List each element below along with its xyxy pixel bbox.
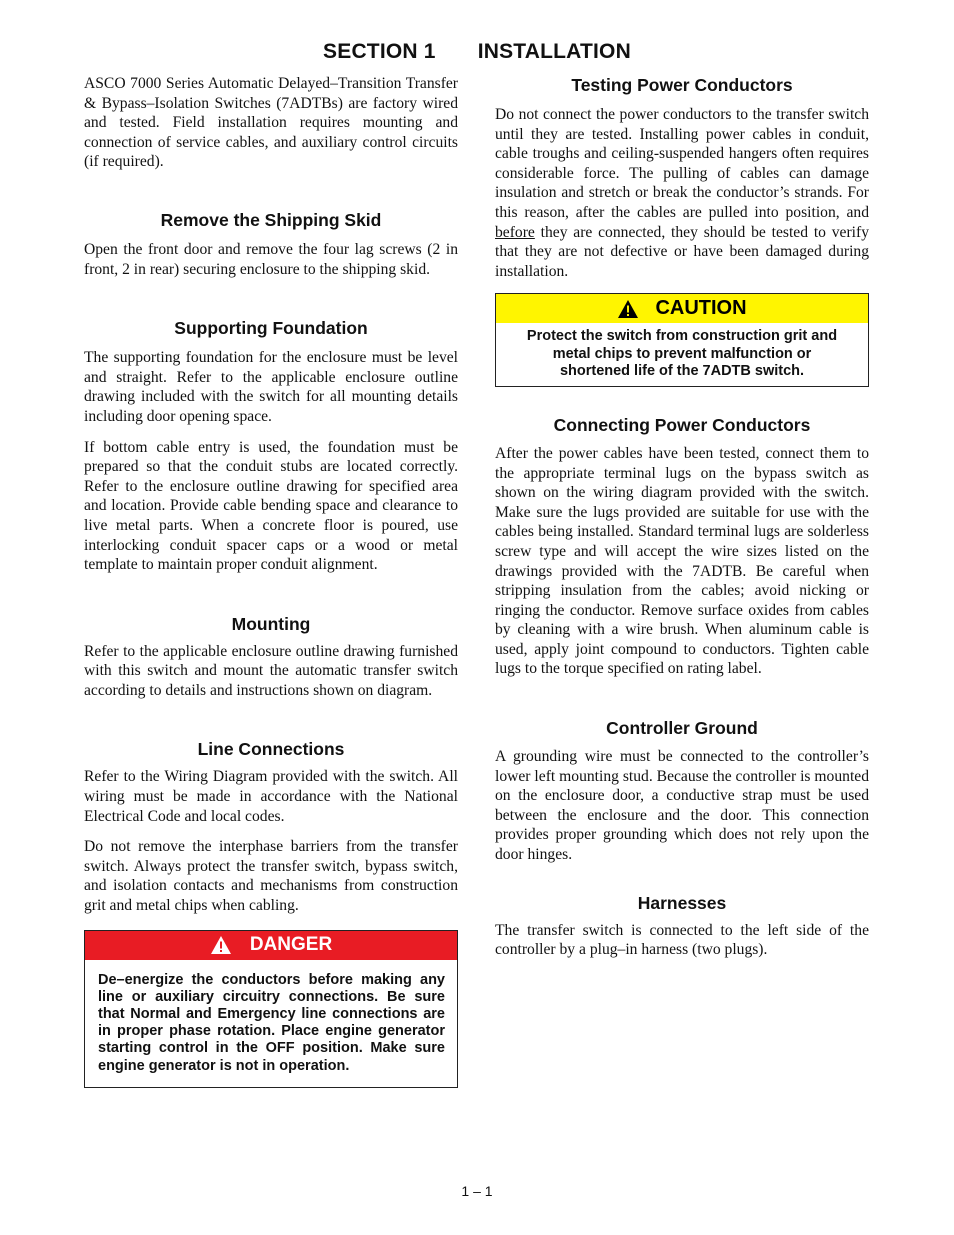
skid-paragraph: Open the front door and remove the four lag screws (2 in front, 2 in rear) securing enclosure to the shipping skid. [84, 240, 458, 278]
danger-text: De–energize the conductors before making any line or auxiliary circuitry connections. Be sure that Normal and Emergency line connections are in proper phase rotation. Place engine generator starting control in the OFF position. Make sure engine generator is not in operation. [98, 971, 445, 1074]
caution-header [496, 294, 868, 323]
heading-controller-ground: Controller Ground [606, 718, 758, 739]
testing-text-underlined: before [495, 223, 535, 241]
left-column [84, 74, 458, 1088]
right-column [495, 74, 869, 960]
caution-text: Protect the switch from construction grit and metal chips to prevent malfunction or shortened life of the 7ADTB switch. [526, 328, 838, 379]
testing-paragraph [495, 105, 869, 281]
line-paragraph-2: Do not remove the interphase barriers from the transfer switch. Always protect the transfer switch, bypass switch, and isolation contacts and mechanisms from construction grit and metal chips when cabling. [84, 838, 458, 915]
danger-label: DANGER [249, 934, 333, 956]
heading-line-connections: Line Connections [197, 739, 345, 760]
testing-text-b: they are connected, they should be tested to verify that they are not defective or have been damaged during installation. [495, 223, 869, 280]
danger-box [84, 930, 458, 1088]
heading-testing-power-conductors: Testing Power Conductors [571, 75, 793, 95]
warning-triangle-icon [617, 299, 639, 319]
heading-remove-shipping-skid: Remove the Shipping Skid [160, 209, 382, 230]
section-title: INSTALLATION [477, 40, 631, 63]
connecting-paragraph: After the power cables have been tested, connect them to the appropriate terminal lugs on the bypass switch as shown on the wiring diagram provided with the switch. Make sure the lugs provided are suitable for use with the cables being installed. Standard terminal lugs are solderless screw type and will accept the wire sizes listed on the drawings provided with the 7ADTB. Be careful when stripping insulation from the cables; avoid nicking or ringing the conductor. Remove surface oxides from cables by cleaning with a wire brush. When aluminum cable is used, apply joint compound to conductors. Tighten cable lugs to the torque specified on rating label. [495, 444, 869, 678]
harness-paragraph: The transfer switch is connected to the left side of the controller by a plug–in harness (two plugs). [495, 921, 869, 959]
section-number: SECTION 1 [323, 40, 436, 63]
danger-header [85, 931, 457, 960]
warning-triangle-icon [210, 935, 232, 955]
heading-mounting: Mounting [231, 613, 311, 634]
heading-harnesses: Harnesses [637, 892, 727, 913]
caution-box [495, 293, 869, 387]
foundation-paragraph-2: If bottom cable entry is used, the foundation must be prepared so that the conduit stubs are located correctly. Refer to the enclosure outline drawing for specified area and location. Provide cable bending space and clearance to live metal parts. When a concrete floor is poured, use interlocking conduit spacer caps or a wood or metal template to maintain proper conduit alignment. [84, 438, 458, 574]
intro-paragraph: ASCO 7000 Series Automatic Delayed–Transition Transfer & Bypass–Isolation Switches (7ADTBs) are factory wired and tested. Field installation requires mounting and connection of service cables, and auxiliary control circuits (if required). [84, 75, 458, 171]
page-number: 1 – 1 [461, 1183, 493, 1199]
line-paragraph-1: Refer to the Wiring Diagram provided with the switch. All wiring must be made in accordance with the National Electrical Code and local codes. [84, 768, 458, 825]
foundation-paragraph-1: The supporting foundation for the enclosure must be level and straight. Refer to the applicable enclosure outline drawing included with the switch for all mounting details including door opening space. [84, 349, 458, 425]
page-title [0, 40, 954, 64]
caution-label: CAUTION [655, 297, 747, 320]
heading-connecting-power-conductors: Connecting Power Conductors [553, 414, 811, 435]
mounting-paragraph: Refer to the applicable enclosure outline drawing furnished with this switch and mount the automatic transfer switch according to details and instructions shown on diagram. [84, 642, 458, 699]
heading-supporting-foundation: Supporting Foundation [174, 318, 368, 339]
testing-text-a: Do not connect the power conductors to the transfer switch until they are tested. Installing power cables in conduit, cable troughs and ceiling-suspended hangers often requires considerable force. The pulling of cables can damage insulation and stretch or break the conductor’s strands. For this reason, after the cables are pulled into position, and [495, 106, 869, 221]
ground-paragraph: A grounding wire must be connected to the controller’s lower left mounting stud. Because the controller is mounted on the enclosure door, a conductive strap must be used between the enclosure and the door. This connection provides proper grounding which does not rely upon the door hinges. [495, 748, 869, 864]
